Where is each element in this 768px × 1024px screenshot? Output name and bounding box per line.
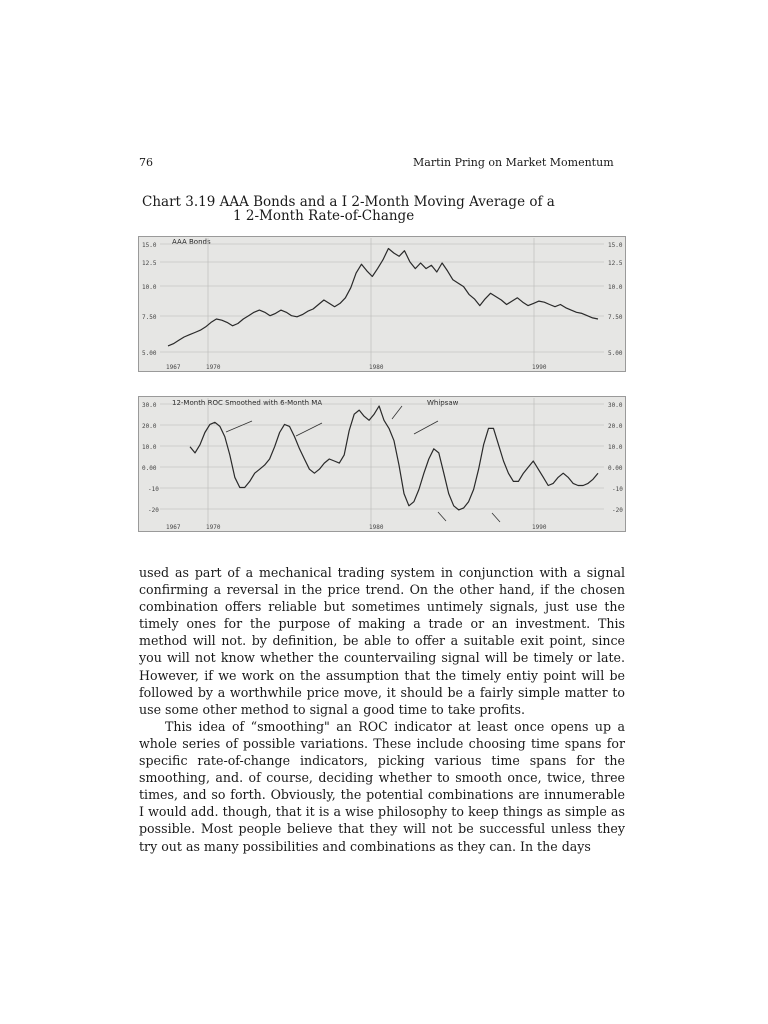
annotation-arrow bbox=[226, 421, 252, 432]
roc-ytick-right: 30.0 bbox=[608, 402, 623, 409]
roc-ytick-left: 10.0 bbox=[142, 444, 157, 451]
price-ytick-right: 10.0 bbox=[608, 284, 623, 291]
price-chart-label: AAA Bonds bbox=[172, 238, 211, 246]
paragraph-1: used as part of a mechanical trading system in conjunction with a signal confirming a reversal in the price trend. On the other hand, if the chosen combination offers reliable but sometimes untimely signals, just use the timely ones for the purpose of making a trade or an investment. This method will not. by definition, be able to offer a suitable exit point, since you will not know whether the countervailing signal will be timely or late. However, if we work on the assumption that the timely entiy point will be followed by a worthwhile price move, it should be a fairly simple matter to use some other method to signal a good time to take profits. bbox=[139, 565, 625, 717]
roc-ytick-left: -10 bbox=[148, 486, 159, 493]
price-ytick-left: 5.00 bbox=[142, 350, 157, 357]
roc-ytick-right: -20 bbox=[612, 507, 623, 514]
running-title: Martin Pring on Market Momentum bbox=[413, 156, 614, 169]
chart-title-line1: Chart 3.19 AAA Bonds and a I 2-Month Moving Average of a bbox=[142, 194, 555, 210]
roc-xtick: 1970 bbox=[206, 524, 221, 531]
paragraph-2: This idea of “smoothing" an ROC indicator at least once opens up a whole series of possible variations. These include choosing time spans for specific rate-of-change indicators, picking various time spans for the smoothing, and. of course, deciding whether to smooth once, twice, three times, and so forth. Obviously, the potential combinations are innumerable I would add. though, that it is a wise philosophy to keep things as simple as possible. Most people believe that they will not be successful unless they try out as many possibilities and combinations as they can. In the days bbox=[139, 718, 625, 854]
roc-xtick: 1980 bbox=[369, 524, 384, 531]
price-ytick-right: 7.50 bbox=[608, 314, 623, 321]
roc-ytick-left: 20.0 bbox=[142, 423, 157, 430]
price-ytick-left: 15.0 bbox=[142, 242, 157, 249]
whipsaw-annotation: Whipsaw bbox=[427, 399, 459, 407]
roc-ytick-left: -20 bbox=[148, 507, 159, 514]
aaa-bonds-series-line bbox=[168, 249, 598, 346]
annotation-arrow bbox=[492, 513, 500, 522]
price-xtick: 1970 bbox=[206, 364, 221, 371]
roc-ytick-right: 0.00 bbox=[608, 465, 623, 472]
roc-chart-label: 12-Month ROC Smoothed with 6-Month MA bbox=[172, 399, 323, 407]
price-ytick-left: 10.0 bbox=[142, 284, 157, 291]
chart-title-line2: 1 2-Month Rate-of-Change bbox=[233, 208, 415, 224]
roc-xtick: 1990 bbox=[532, 524, 547, 531]
roc-ytick-left: 0.00 bbox=[142, 465, 157, 472]
roc-ytick-right: 20.0 bbox=[608, 423, 623, 430]
roc-ytick-right: -10 bbox=[612, 486, 623, 493]
price-ytick-right: 12.5 bbox=[608, 260, 623, 267]
annotation-arrow bbox=[438, 512, 446, 521]
price-ytick-left: 7.50 bbox=[142, 314, 157, 321]
body-text bbox=[139, 564, 625, 855]
price-ytick-right: 15.0 bbox=[608, 242, 623, 249]
price-ytick-right: 5.00 bbox=[608, 350, 623, 357]
price-xtick: 1990 bbox=[532, 364, 547, 371]
roc-ytick-right: 10.0 bbox=[608, 444, 623, 451]
annotation-arrow bbox=[414, 421, 438, 434]
price-xtick: 1980 bbox=[369, 364, 384, 371]
price-ytick-left: 12.5 bbox=[142, 260, 157, 267]
roc-ytick-left: 30.0 bbox=[142, 402, 157, 409]
roc-xtick: 1967 bbox=[166, 524, 181, 531]
price-xtick: 1967 bbox=[166, 364, 181, 371]
page-number: 76 bbox=[139, 156, 153, 169]
annotation-arrow bbox=[392, 406, 402, 419]
